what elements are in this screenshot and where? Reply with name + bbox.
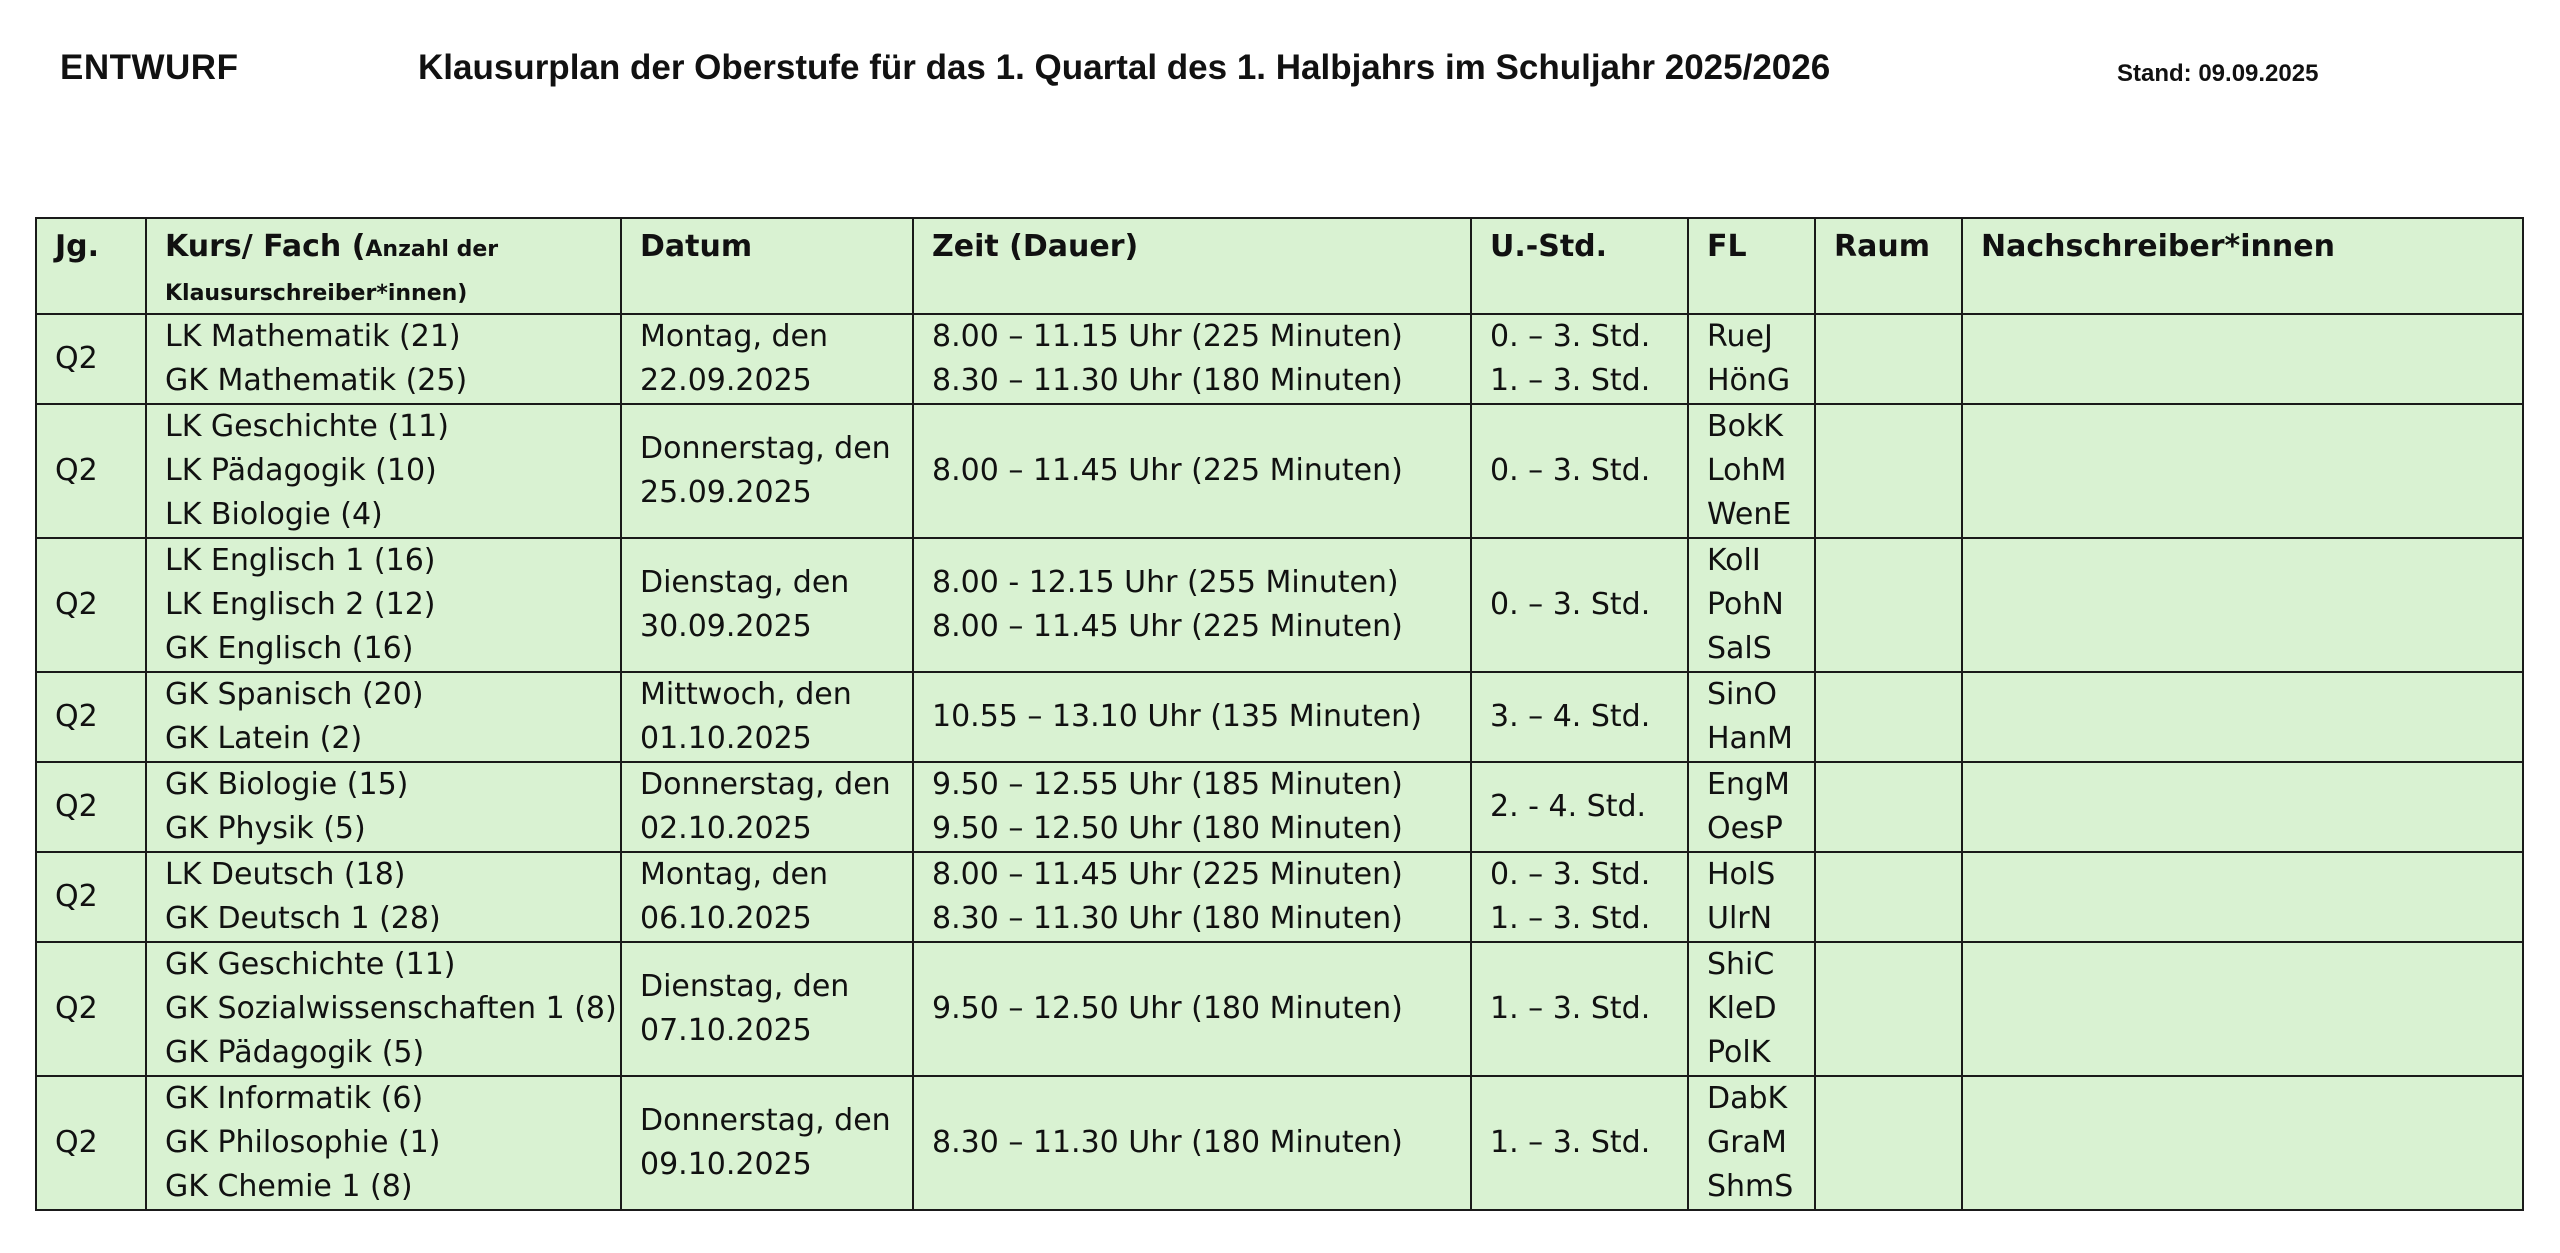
cell-ustd [1471,762,1688,852]
cell-raum [1815,1076,1962,1210]
course-line: GK Philosophie (1) [165,1125,441,1160]
table-row [36,852,2523,942]
cell-fl [1688,1076,1815,1210]
cell-datum [621,1076,913,1210]
time-line: 9.50 – 12.55 Uhr (185 Minuten) [932,767,1403,802]
time-line: 8.00 - 12.15 Uhr (255 Minuten) [932,565,1399,600]
date-line: Donnerstag, den [640,1103,891,1138]
time-line: 10.55 – 13.10 Uhr (135 Minuten) [932,699,1422,734]
teacher-line: EngM [1707,767,1790,802]
cell-ustd [1471,942,1688,1076]
date-line: Donnerstag, den [640,431,891,466]
table-header-row [36,218,2523,314]
table-row [36,404,2523,538]
cell-kurse [146,314,621,404]
cell-nachschreiber [1962,1076,2523,1210]
cell-nachschreiber [1962,314,2523,404]
time-line: 8.00 – 11.45 Uhr (225 Minuten) [932,453,1403,488]
cell-zeit [913,1076,1471,1210]
cell-ustd [1471,314,1688,404]
cell-raum [1815,404,1962,538]
course-line: GK Spanisch (20) [165,677,424,712]
time-line: 9.50 – 12.50 Uhr (180 Minuten) [932,811,1403,846]
cell-kurse [146,762,621,852]
cell-jg: Q2 [36,852,146,942]
course-line: GK Chemie 1 (8) [165,1169,413,1204]
cell-datum [621,404,913,538]
course-line: GK Geschichte (11) [165,947,456,982]
course-line: GK Biologie (15) [165,767,409,802]
lesson-line: 1. – 3. Std. [1490,901,1651,936]
lesson-line: 1. – 3. Std. [1490,363,1651,398]
course-line: LK Biologie (4) [165,497,383,532]
cell-kurse [146,852,621,942]
lesson-line: 0. – 3. Std. [1490,587,1651,622]
header-zeit: Zeit (Dauer) [913,218,1471,314]
table-row [36,1076,2523,1210]
teacher-line: KolI [1707,543,1761,578]
cell-datum [621,538,913,672]
cell-raum [1815,672,1962,762]
cell-fl [1688,404,1815,538]
status-date: Stand: 09.09.2025 [2117,60,2319,87]
cell-nachschreiber [1962,672,2523,762]
course-line: GK Mathematik (25) [165,363,468,398]
date-line: 30.09.2025 [640,609,812,644]
teacher-line: HolS [1707,857,1776,892]
date-line: 07.10.2025 [640,1013,812,1048]
time-line: 8.00 – 11.45 Uhr (225 Minuten) [932,609,1403,644]
cell-jg: Q2 [36,942,146,1076]
date-line: 01.10.2025 [640,721,812,756]
date-line: 02.10.2025 [640,811,812,846]
date-line: Dienstag, den [640,969,850,1004]
time-line: 9.50 – 12.50 Uhr (180 Minuten) [932,991,1403,1026]
teacher-line: GraM [1707,1125,1787,1160]
time-line: 8.00 – 11.45 Uhr (225 Minuten) [932,857,1403,892]
cell-datum [621,852,913,942]
cell-datum [621,672,913,762]
teacher-line: OesP [1707,811,1783,846]
cell-jg: Q2 [36,314,146,404]
teacher-line: SalS [1707,631,1772,666]
lesson-line: 1. – 3. Std. [1490,1125,1651,1160]
time-line: 8.00 – 11.15 Uhr (225 Minuten) [932,319,1403,354]
cell-fl [1688,314,1815,404]
lesson-line: 0. – 3. Std. [1490,453,1651,488]
teacher-line: ShmS [1707,1169,1794,1204]
date-line: Mittwoch, den [640,677,852,712]
exam-schedule-table [35,217,2524,1211]
course-line: LK Mathematik (21) [165,319,461,354]
table-row [36,314,2523,404]
header-kurs-note-1: Anzahl der [365,237,499,262]
date-line: 22.09.2025 [640,363,812,398]
course-line: GK Latein (2) [165,721,363,756]
date-line: 06.10.2025 [640,901,812,936]
cell-zeit [913,852,1471,942]
lesson-line: 2. - 4. Std. [1490,789,1647,824]
date-line: 09.10.2025 [640,1147,812,1182]
cell-kurse [146,672,621,762]
cell-jg: Q2 [36,1076,146,1210]
teacher-line: BokK [1707,409,1783,444]
header-raum: Raum [1815,218,1962,314]
teacher-line: PohN [1707,587,1784,622]
header-kurs [146,218,621,314]
cell-ustd [1471,538,1688,672]
draft-label: ENTWURF [60,48,239,87]
table-row [36,762,2523,852]
cell-nachschreiber [1962,942,2523,1076]
cell-kurse [146,404,621,538]
cell-jg: Q2 [36,404,146,538]
course-line: LK Pädagogik (10) [165,453,437,488]
cell-zeit [913,404,1471,538]
course-line: GK Sozialwissenschaften 1 (8) [165,991,617,1026]
header-fl: FL [1688,218,1815,314]
cell-kurse [146,538,621,672]
header-nachschreiber: Nachschreiber*innen [1962,218,2523,314]
page-title: Klausurplan der Oberstufe für das 1. Quartal des 1. Halbjahrs im Schuljahr 2025/2026 [418,48,1831,87]
teacher-line: PolK [1707,1035,1771,1070]
teacher-line: RueJ [1707,319,1773,354]
course-line: GK Deutsch 1 (28) [165,901,441,936]
cell-nachschreiber [1962,538,2523,672]
cell-fl [1688,852,1815,942]
cell-raum [1815,942,1962,1076]
course-line: LK Englisch 2 (12) [165,587,436,622]
cell-datum [621,314,913,404]
course-line: LK Geschichte (11) [165,409,449,444]
cell-jg: Q2 [36,762,146,852]
date-line: Montag, den [640,857,829,892]
cell-zeit [913,672,1471,762]
table-row [36,672,2523,762]
lesson-line: 1. – 3. Std. [1490,991,1651,1026]
cell-jg: Q2 [36,672,146,762]
header-ustd: U.-Std. [1471,218,1688,314]
teacher-line: ShiC [1707,947,1775,982]
teacher-line: SinO [1707,677,1778,712]
time-line: 8.30 – 11.30 Uhr (180 Minuten) [932,1125,1403,1160]
table-row [36,942,2523,1076]
teacher-line: LohM [1707,453,1787,488]
cell-raum [1815,538,1962,672]
cell-nachschreiber [1962,852,2523,942]
cell-zeit [913,942,1471,1076]
cell-kurse [146,942,621,1076]
date-line: Montag, den [640,319,829,354]
header-kurs-main: Kurs/ Fach ( [165,229,366,264]
header-datum: Datum [621,218,913,314]
time-line: 8.30 – 11.30 Uhr (180 Minuten) [932,363,1403,398]
table-row [36,538,2523,672]
cell-raum [1815,314,1962,404]
date-line: Donnerstag, den [640,767,891,802]
course-line: GK Informatik (6) [165,1081,424,1116]
cell-ustd [1471,404,1688,538]
teacher-line: UlrN [1707,901,1773,936]
teacher-line: KleD [1707,991,1777,1026]
lesson-line: 0. – 3. Std. [1490,857,1651,892]
cell-jg: Q2 [36,538,146,672]
cell-zeit [913,538,1471,672]
cell-fl [1688,762,1815,852]
course-line: GK Englisch (16) [165,631,414,666]
time-line: 8.30 – 11.30 Uhr (180 Minuten) [932,901,1403,936]
cell-ustd [1471,852,1688,942]
cell-datum [621,762,913,852]
cell-nachschreiber [1962,762,2523,852]
date-line: 25.09.2025 [640,475,812,510]
lesson-line: 3. – 4. Std. [1490,699,1651,734]
cell-zeit [913,314,1471,404]
cell-fl [1688,538,1815,672]
course-line: GK Pädagogik (5) [165,1035,425,1070]
cell-ustd [1471,1076,1688,1210]
cell-nachschreiber [1962,404,2523,538]
teacher-line: HönG [1707,363,1791,398]
cell-raum [1815,762,1962,852]
lesson-line: 0. – 3. Std. [1490,319,1651,354]
cell-fl [1688,672,1815,762]
cell-ustd [1471,672,1688,762]
header-jg: Jg. [36,218,146,314]
date-line: Dienstag, den [640,565,850,600]
teacher-line: DabK [1707,1081,1788,1116]
course-line: GK Physik (5) [165,811,366,846]
cell-zeit [913,762,1471,852]
cell-fl [1688,942,1815,1076]
cell-kurse [146,1076,621,1210]
teacher-line: HanM [1707,721,1793,756]
course-line: LK Englisch 1 (16) [165,543,436,578]
header-kurs-note-2: Klausurschreiber*innen) [165,281,468,306]
cell-raum [1815,852,1962,942]
teacher-line: WenE [1707,497,1792,532]
course-line: LK Deutsch (18) [165,857,406,892]
cell-datum [621,942,913,1076]
